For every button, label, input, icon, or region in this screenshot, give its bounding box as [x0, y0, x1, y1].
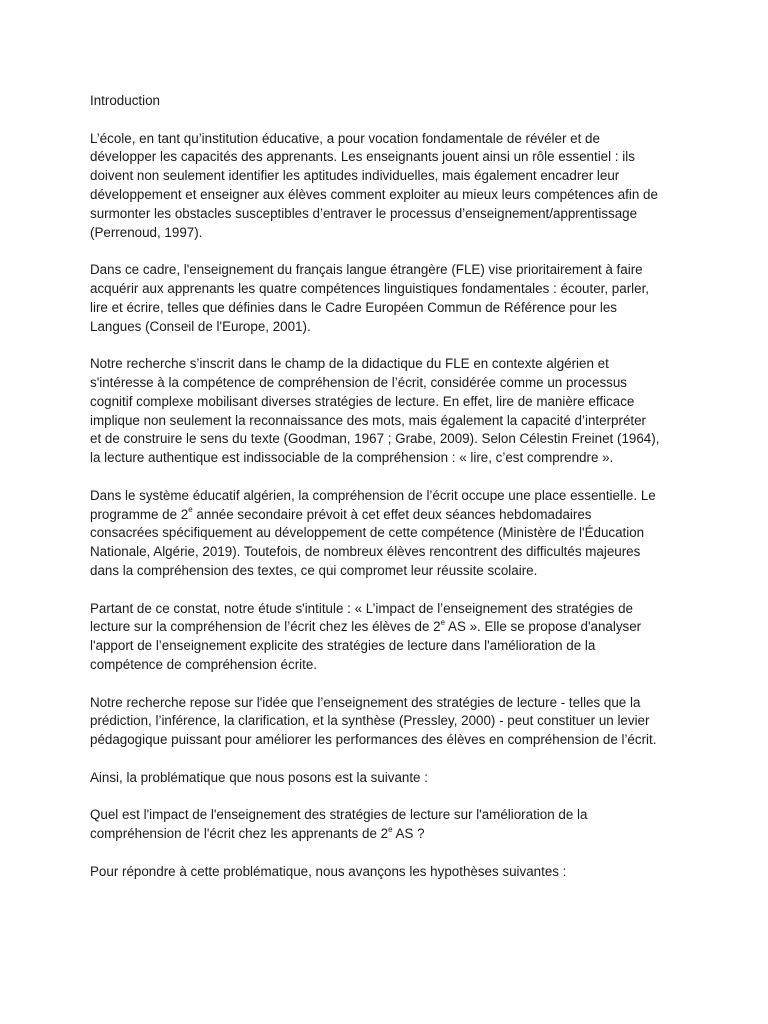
text-run: s'intéresse à la compétence de compréhension de l’écrit, considérée comme un processus — [90, 374, 627, 390]
paragraph — [90, 355, 690, 468]
text-line — [90, 205, 690, 224]
text-line — [90, 562, 690, 581]
text-run: Notre recherche repose sur l'idée que l’enseignement des stratégies de lecture - telles que la — [90, 694, 641, 710]
text-run: Dans ce cadre, l'enseignement du français langue étrangère (FLE) vise prioritairement à faire — [90, 262, 643, 278]
text-run: programme de 2 — [90, 506, 189, 522]
text-run: Quel est l'impact de l'enseignement des stratégies de lecture sur l'amélioration de la — [90, 807, 588, 823]
superscript: e — [440, 617, 446, 627]
text-run: année secondaire prévoit à cet effet deux séances hebdomadaires — [192, 506, 592, 522]
superscript: e — [188, 505, 193, 515]
text-line — [90, 374, 690, 393]
text-line — [90, 167, 690, 186]
text-run: l'apport de l’enseignement explicite des stratégies de lecture dans l'amélioration de la — [90, 638, 596, 654]
paragraph-list — [90, 130, 690, 882]
text-run: Dans le système éducatif algérien, la compréhension de l’écrit occupe une place essentielle. Le — [90, 487, 656, 503]
text-line — [90, 299, 690, 318]
text-run: consacrées spécifiquement au développement de cette compétence (Ministère de l'Éducation — [90, 525, 645, 541]
text-line — [90, 449, 690, 468]
paragraph — [90, 694, 690, 750]
text-run: surmonter les obstacles susceptibles d’entraver le processus d’enseignement/apprentissage — [90, 205, 638, 221]
text-run: prédiction, l’inférence, la clarification, et la synthèse (Pressley, 2000) - peut constituer un levier — [90, 713, 650, 729]
text-run: L’école, en tant qu’institution éducative, a pour vocation fondamentale de révéler et de — [90, 130, 600, 146]
text-run: (Perrenoud, 1997). — [90, 224, 203, 240]
text-line — [90, 694, 690, 713]
text-run: Nationale, Algérie, 2019). Toutefois, de nombreux élèves rencontrent des difficultés majeures — [90, 544, 641, 560]
text-line — [90, 355, 690, 374]
text-line — [90, 637, 690, 656]
text-line — [90, 224, 690, 243]
text-line — [90, 769, 690, 788]
text-run: compétence de compréhension écrite. — [90, 656, 318, 672]
text-line — [90, 712, 690, 731]
text-line — [90, 543, 690, 562]
text-run: dans la compréhension des textes, ce qui compromet leur réussite scolaire. — [90, 562, 538, 578]
text-run: lecture sur la compréhension de l’écrit chez les élèves de 2 — [90, 619, 441, 635]
text-run: lire et écrire, telles que définies dans le Cadre Européen Commun de Référence pour les — [90, 299, 617, 315]
text-line — [90, 186, 690, 205]
text-line — [90, 806, 690, 825]
text-line — [90, 318, 690, 337]
text-line — [90, 430, 690, 449]
paragraph — [90, 769, 690, 788]
text-line — [90, 618, 690, 637]
text-run: développement et enseigner aux élèves comment exploiter au mieux leurs compétences afin de — [90, 186, 658, 202]
text-run: AS ». Elle se propose d'analyser — [445, 619, 642, 635]
paragraph — [90, 487, 690, 581]
text-run: compréhension de l'écrit chez les apprenants de 2 — [90, 826, 389, 842]
superscript: e — [388, 824, 393, 834]
text-line — [90, 825, 690, 844]
paragraph — [90, 600, 690, 675]
paragraph — [90, 261, 690, 336]
text-run: Partant de ce constat, notre étude s'intitule : « L’impact de l’enseignement des stratégies de — [90, 600, 633, 616]
document-body — [90, 92, 690, 900]
text-line — [90, 412, 690, 431]
text-run: et de construire le sens du texte (Goodman, 1967 ; Grabe, 2009). Selon Célestin Freinet (1964), — [90, 431, 660, 447]
text-line — [90, 148, 690, 167]
paragraph — [90, 806, 690, 844]
text-line — [90, 656, 690, 675]
text-run: cognitif complexe mobilisant diverses stratégies de lecture. En effet, lire de manière efficace — [90, 393, 635, 409]
text-run: la lecture authentique est indissociable de la compréhension : « lire, c’est comprendre ». — [90, 450, 614, 466]
text-line — [90, 731, 690, 750]
section-heading: Introduction — [90, 93, 160, 108]
text-run: AS ? — [392, 826, 425, 842]
text-run: Langues (Conseil de l'Europe, 2001). — [90, 318, 311, 334]
text-line — [90, 506, 690, 525]
paragraph — [90, 863, 690, 882]
paragraph — [90, 130, 690, 243]
text-run: Notre recherche s’inscrit dans le champ de la didactique du FLE en contexte algérien et — [90, 356, 609, 372]
text-line — [90, 261, 690, 280]
text-line — [90, 393, 690, 412]
text-line — [90, 600, 690, 619]
text-line — [90, 524, 690, 543]
text-run: Ainsi, la problématique que nous posons est la suivante : — [90, 769, 428, 785]
text-run: doivent non seulement identifier les aptitudes individuelles, mais également encadrer leur — [90, 168, 620, 184]
text-run: acquérir aux apprenants les quatre compétences linguistiques fondamentales : écouter, parler, — [90, 280, 650, 296]
text-line — [90, 487, 690, 506]
text-line — [90, 863, 690, 882]
text-line — [90, 130, 690, 149]
text-run: pédagogique puissant pour améliorer les performances des élèves en compréhension de l’écrit. — [90, 732, 657, 748]
text-run: développer les capacités des apprenants. Les enseignants jouent ainsi un rôle essentiel : ils — [90, 149, 635, 165]
text-run: Pour répondre à cette problématique, nous avançons les hypothèses suivantes : — [90, 863, 567, 879]
text-run: implique non seulement la reconnaissance des mots, mais également la capacité d’interpréter — [90, 412, 647, 428]
text-line — [90, 280, 690, 299]
